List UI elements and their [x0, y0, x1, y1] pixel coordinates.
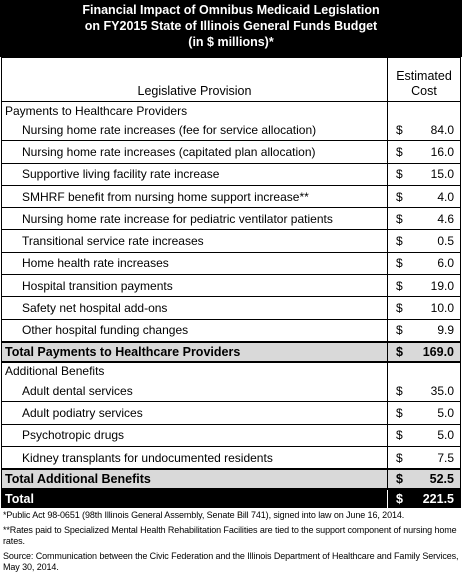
table-row	[2, 230, 461, 252]
row-dollar: $	[388, 319, 412, 342]
row-amount: 84.0	[412, 119, 461, 141]
subtotal-dollar: $	[388, 342, 412, 362]
footnote-public-act: *Public Act 98-0651 (98th Illinois General Assembly, Senate Bill 741), signed into law on June 16, 2014.	[3, 510, 405, 521]
grand-total-dollar: $	[388, 489, 412, 508]
footnotes	[0, 508, 462, 574]
header-row	[2, 58, 461, 102]
header-cost-line-2: Cost	[411, 84, 437, 98]
row-dollar: $	[388, 230, 412, 252]
subtotal-label: Total Additional Benefits	[2, 469, 388, 489]
table-row	[2, 402, 461, 424]
subtotal-row	[2, 469, 461, 489]
grand-total-row	[2, 489, 461, 508]
row-amount: 5.0	[412, 424, 461, 446]
row-amount: 0.5	[412, 230, 461, 252]
table-row	[2, 275, 461, 297]
row-amount: 4.6	[412, 208, 461, 230]
row-dollar: $	[388, 380, 412, 402]
grand-total-amount: 221.5	[412, 489, 461, 508]
title-line-3: (in $ millions)*	[188, 35, 274, 49]
row-label: Supportive living facility rate increase	[2, 163, 388, 185]
row-label: Home health rate increases	[2, 252, 388, 274]
header-cost	[388, 58, 461, 102]
row-dollar: $	[388, 141, 412, 163]
section-label: Payments to Healthcare Providers	[2, 102, 388, 120]
row-amount: 15.0	[412, 163, 461, 185]
header-provision: Legislative Provision	[2, 58, 388, 102]
grand-total-label: Total	[2, 489, 388, 508]
row-label: Hospital transition payments	[2, 275, 388, 297]
row-dollar: $	[388, 252, 412, 274]
subtotal-dollar: $	[388, 469, 412, 489]
row-dollar: $	[388, 402, 412, 424]
table-row	[2, 424, 461, 446]
subtotal-label: Total Payments to Healthcare Providers	[2, 342, 388, 362]
row-dollar: $	[388, 275, 412, 297]
row-label: Adult podiatry services	[2, 402, 388, 424]
row-amount: 35.0	[412, 380, 461, 402]
row-dollar: $	[388, 119, 412, 141]
title-line-2: on FY2015 State of Illinois General Funds Budget	[84, 19, 378, 33]
row-amount: 10.0	[412, 297, 461, 319]
row-label: Psychotropic drugs	[2, 424, 388, 446]
title-line-1: Financial Impact of Omnibus Medicaid Legislation	[82, 3, 380, 17]
section-label: Additional Benefits	[2, 362, 388, 380]
row-label: Transitional service rate increases	[2, 230, 388, 252]
row-dollar: $	[388, 424, 412, 446]
row-amount: 5.0	[412, 402, 461, 424]
row-amount: 7.5	[412, 446, 461, 469]
row-label: Adult dental services	[2, 380, 388, 402]
row-dollar: $	[388, 163, 412, 185]
row-dollar: $	[388, 446, 412, 469]
row-label: Other hospital funding changes	[2, 319, 388, 342]
row-label: Safety net hospital add-ons	[2, 297, 388, 319]
table-row	[2, 446, 461, 469]
section-row	[2, 102, 461, 120]
table-row	[2, 252, 461, 274]
header-cost-line-1: Estimated	[396, 69, 452, 83]
row-label: SMHRF benefit from nursing home support increase**	[2, 185, 388, 207]
table-row	[2, 319, 461, 342]
table-row	[2, 185, 461, 207]
row-amount: 4.0	[412, 185, 461, 207]
row-dollar: $	[388, 208, 412, 230]
subtotal-amount: 52.5	[412, 469, 461, 489]
row-label: Nursing home rate increases (fee for service allocation)	[2, 119, 388, 141]
row-label: Nursing home rate increases (capitated plan allocation)	[2, 141, 388, 163]
section-row	[2, 362, 461, 380]
row-dollar: $	[388, 185, 412, 207]
row-label: Kidney transplants for undocumented residents	[2, 446, 388, 469]
table-row	[2, 380, 461, 402]
table-row	[2, 119, 461, 141]
row-label: Nursing home rate increase for pediatric ventilator patients	[2, 208, 388, 230]
row-amount: 19.0	[412, 275, 461, 297]
subtotal-row	[2, 342, 461, 362]
footnote-smhrf: **Rates paid to Specialized Mental Health Rehabilitation Facilities are tied to the support component of nursing home rates.	[3, 524, 457, 547]
table-row	[2, 208, 461, 230]
table-row	[2, 163, 461, 185]
subtotal-amount: 169.0	[412, 342, 461, 362]
table-title	[0, 0, 462, 57]
row-dollar: $	[388, 297, 412, 319]
row-amount: 6.0	[412, 252, 461, 274]
footnote-source: Source: Communication between the Civic Federation and the Illinois Department of Healthcare and Family Services, May 30, 2014.	[3, 550, 459, 573]
row-amount: 9.9	[412, 319, 461, 342]
table-row	[2, 141, 461, 163]
cost-table	[1, 57, 461, 508]
table-row	[2, 297, 461, 319]
row-amount: 16.0	[412, 141, 461, 163]
